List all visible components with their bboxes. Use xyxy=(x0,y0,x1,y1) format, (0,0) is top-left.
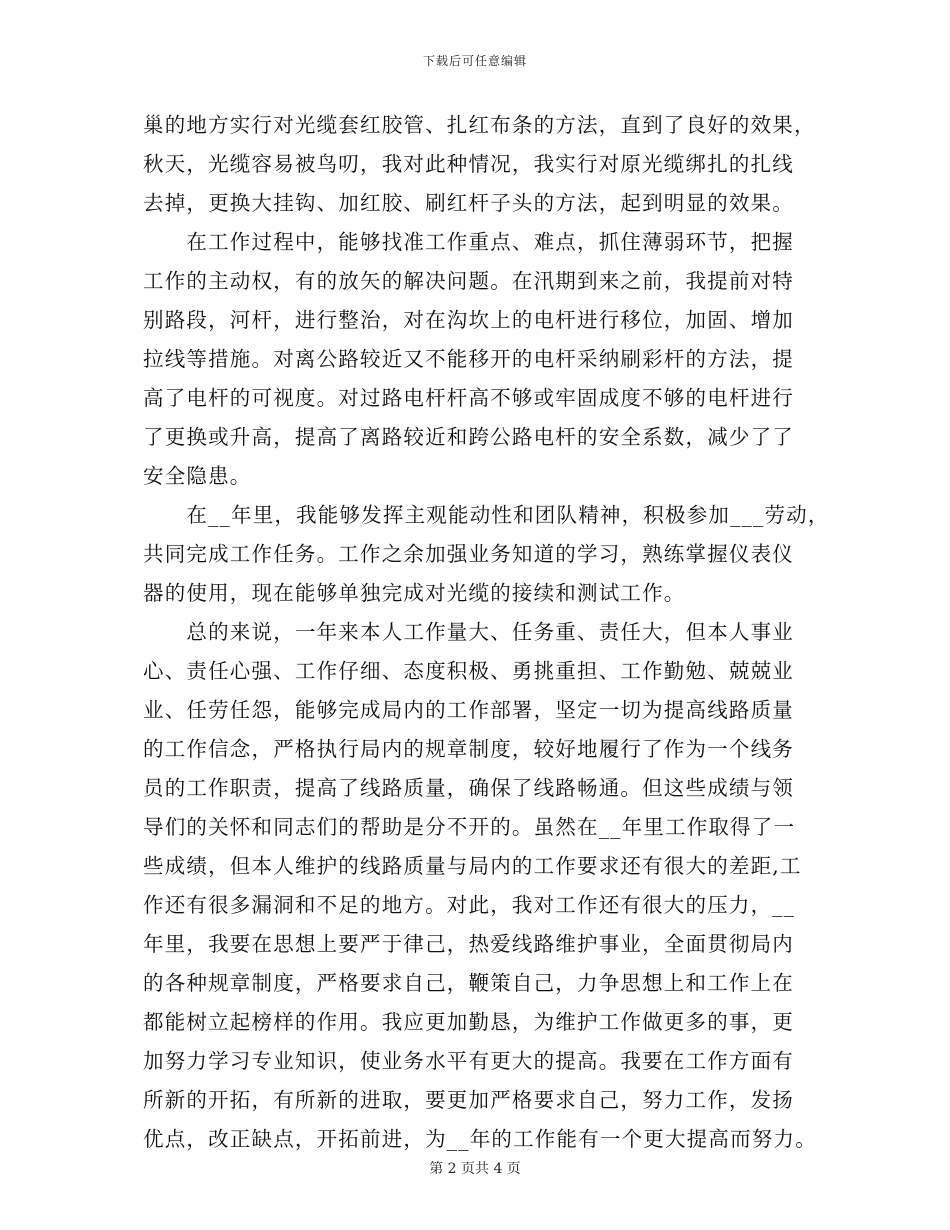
text-line: 秋天，光缆容易被鸟叨，我对此种情况，我实行对原光缆绑扎的扎线 xyxy=(143,152,794,176)
text-line: 业、任劳任怨，能够完成局内的工作部署，坚定一切为提高线路质量 xyxy=(143,698,794,722)
text-line: 在工作过程中，能够找准工作重点、难点，抓住薄弱环节，把握 xyxy=(143,230,794,254)
text-line: 优点，改正缺点，开拓前进，为__年的工作能有一个更大提高而努力。 xyxy=(143,1127,817,1151)
text-line: 些成绩，但本人维护的线路质量与局内的工作要求还有很大的差距,工 xyxy=(143,854,802,878)
text-line: 去掉，更换大挂钩、加红胶、刷红杆子头的方法，起到明显的效果。 xyxy=(143,191,794,215)
text-line: 了更换或升高，提高了离路较近和跨公路电杆的安全系数，减少了了 xyxy=(143,425,794,449)
document-body xyxy=(143,106,830,1159)
text-line: 的各种规章制度，严格要求自己，鞭策自己，力争思想上和工作上在 xyxy=(143,971,794,995)
text-line: 作还有很多漏洞和不足的地方。对此，我对工作还有很大的压力，__ xyxy=(143,893,796,917)
text-line: 巢的地方实行对光缆套红胶管、扎红布条的方法，直到了良好的效果， xyxy=(143,113,816,137)
text-line: 总的来说，一年来本人工作量大、任务重、责任大，但本人事业 xyxy=(143,620,794,644)
text-line: 加努力学习专业知识，使业务水平有更大的提高。我要在工作方面有 xyxy=(143,1049,794,1073)
page-footer: 第 2 页共 4 页 xyxy=(429,1161,521,1177)
text-line: 拉线等措施。对离公路较近又不能移开的电杆采纳刷彩杆的方法，提 xyxy=(143,347,794,371)
text-line: 在__年里，我能够发挥主观能动性和团队精神，积极参加___劳动， xyxy=(143,503,830,527)
text-line: 高了电杆的可视度。对过路电杆杆高不够或牢固成度不够的电杆进行 xyxy=(143,386,794,410)
text-line: 的工作信念，严格执行局内的规章制度，较好地履行了作为一个线务 xyxy=(143,737,794,761)
text-line: 别路段，河杆，进行整治，对在沟坎上的电杆进行移位，加固、增加 xyxy=(143,308,794,332)
text-line: 共同完成工作任务。工作之余加强业务知道的学习，熟练掌握仪表仪 xyxy=(143,542,794,566)
text-line: 所新的开拓，有所新的进取，要更加严格要求自己，努力工作，发扬 xyxy=(143,1088,794,1112)
text-line: 员的工作职责，提高了线路质量，确保了线路畅通。但这些成绩与领 xyxy=(143,776,794,800)
text-line: 导们的关怀和同志们的帮助是分不开的。虽然在__年里工作取得了一 xyxy=(143,815,796,839)
text-line: 安全隐患。 xyxy=(143,464,252,488)
text-line: 工作的主动权，有的放矢的解决问题。在汛期到来之前，我提前对特 xyxy=(143,269,794,293)
text-line: 器的使用，现在能够单独完成对光缆的接续和测试工作。 xyxy=(143,581,686,605)
text-line: 年里，我要在思想上要严于律己，热爱线路维护事业，全面贯彻局内 xyxy=(143,932,794,956)
text-line: 都能树立起榜样的作用。我应更加勤恳，为维护工作做更多的事，更 xyxy=(143,1010,794,1034)
page-header: 下载后可任意编辑 xyxy=(422,54,527,68)
text-line: 心、责任心强、工作仔细、态度积极、勇挑重担、工作勤勉、兢兢业 xyxy=(143,659,794,683)
